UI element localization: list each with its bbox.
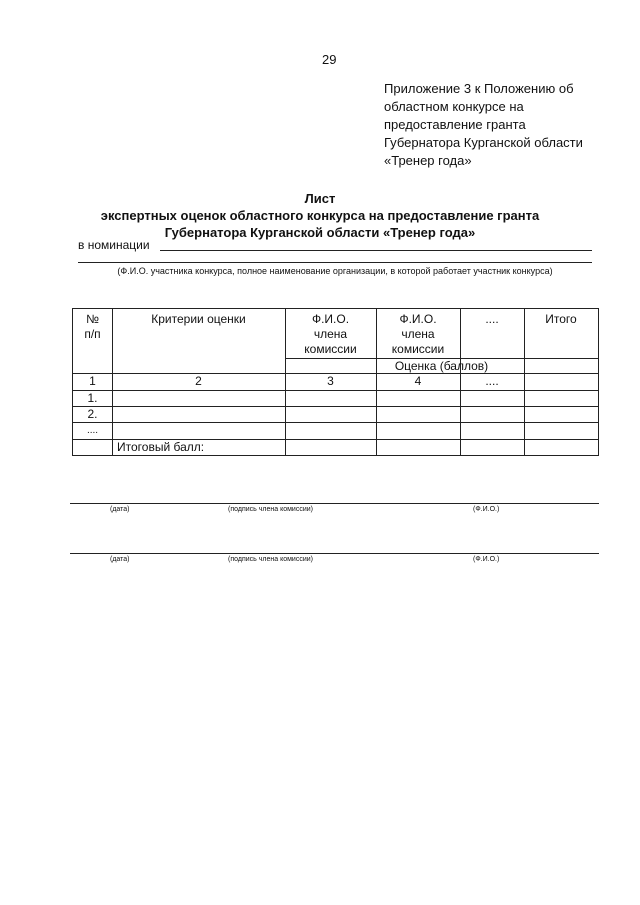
fio-label: (Ф.И.О.): [473, 506, 500, 513]
col-number: ....: [485, 374, 499, 388]
title-line: Лист: [304, 191, 336, 206]
header-member2: Ф.И.О. члена комиссии: [391, 312, 445, 356]
signature-line[interactable]: [70, 503, 599, 504]
appendix-line: Приложение 3 к Положению об: [384, 81, 574, 96]
header-number: № п/п: [84, 312, 101, 341]
title-line: экспертных оценок областного конкурса на предоставление гранта: [100, 208, 540, 223]
row-number: ....: [86, 425, 99, 436]
appendix-line: предоставление гранта: [384, 117, 526, 132]
signature-label: (подпись члена комиссии): [228, 556, 313, 563]
table-divider: [73, 406, 598, 407]
col-number: 2: [195, 374, 202, 388]
participant-note: (Ф.И.О. участника конкурса, полное наименование организации, в которой работает участник конкурса): [117, 266, 553, 276]
appendix-line: «Тренер года»: [384, 153, 472, 168]
score-header: Оценка (баллов): [394, 359, 489, 373]
signature-line[interactable]: [70, 553, 599, 554]
header-criteria: Критерии оценки: [151, 312, 246, 326]
header-more: ....: [485, 312, 499, 326]
appendix-line: Губернатора Курганской области: [384, 135, 583, 150]
nomination-label: в номинации: [78, 238, 150, 252]
participant-field[interactable]: [78, 262, 592, 263]
nomination-field[interactable]: [160, 250, 592, 251]
col-number: 4: [414, 374, 422, 388]
appendix-line: областном конкурсе на: [384, 99, 524, 114]
header-total: Итого: [545, 312, 577, 326]
table-divider: [73, 422, 598, 423]
signature-label: (подпись члена комиссии): [228, 506, 313, 513]
table-divider: [73, 390, 598, 391]
col-number: 1: [89, 374, 96, 388]
appendix-note: [384, 80, 624, 170]
fio-label: (Ф.И.О.): [473, 556, 500, 563]
evaluation-table: [72, 308, 599, 456]
date-label: (дата): [110, 556, 130, 563]
row-number: 2.: [87, 407, 98, 421]
document-title: [0, 190, 640, 241]
title-line: Губернатора Курганской области «Тренер года»: [164, 225, 476, 240]
page-number: 29: [322, 52, 337, 67]
header-member1: Ф.И.О. члена комиссии: [304, 312, 357, 356]
row-number: 1.: [87, 391, 98, 405]
table-divider: [524, 309, 525, 455]
col-number: 3: [327, 374, 334, 388]
date-label: (дата): [110, 506, 130, 513]
total-label: Итоговый балл:: [117, 440, 205, 454]
